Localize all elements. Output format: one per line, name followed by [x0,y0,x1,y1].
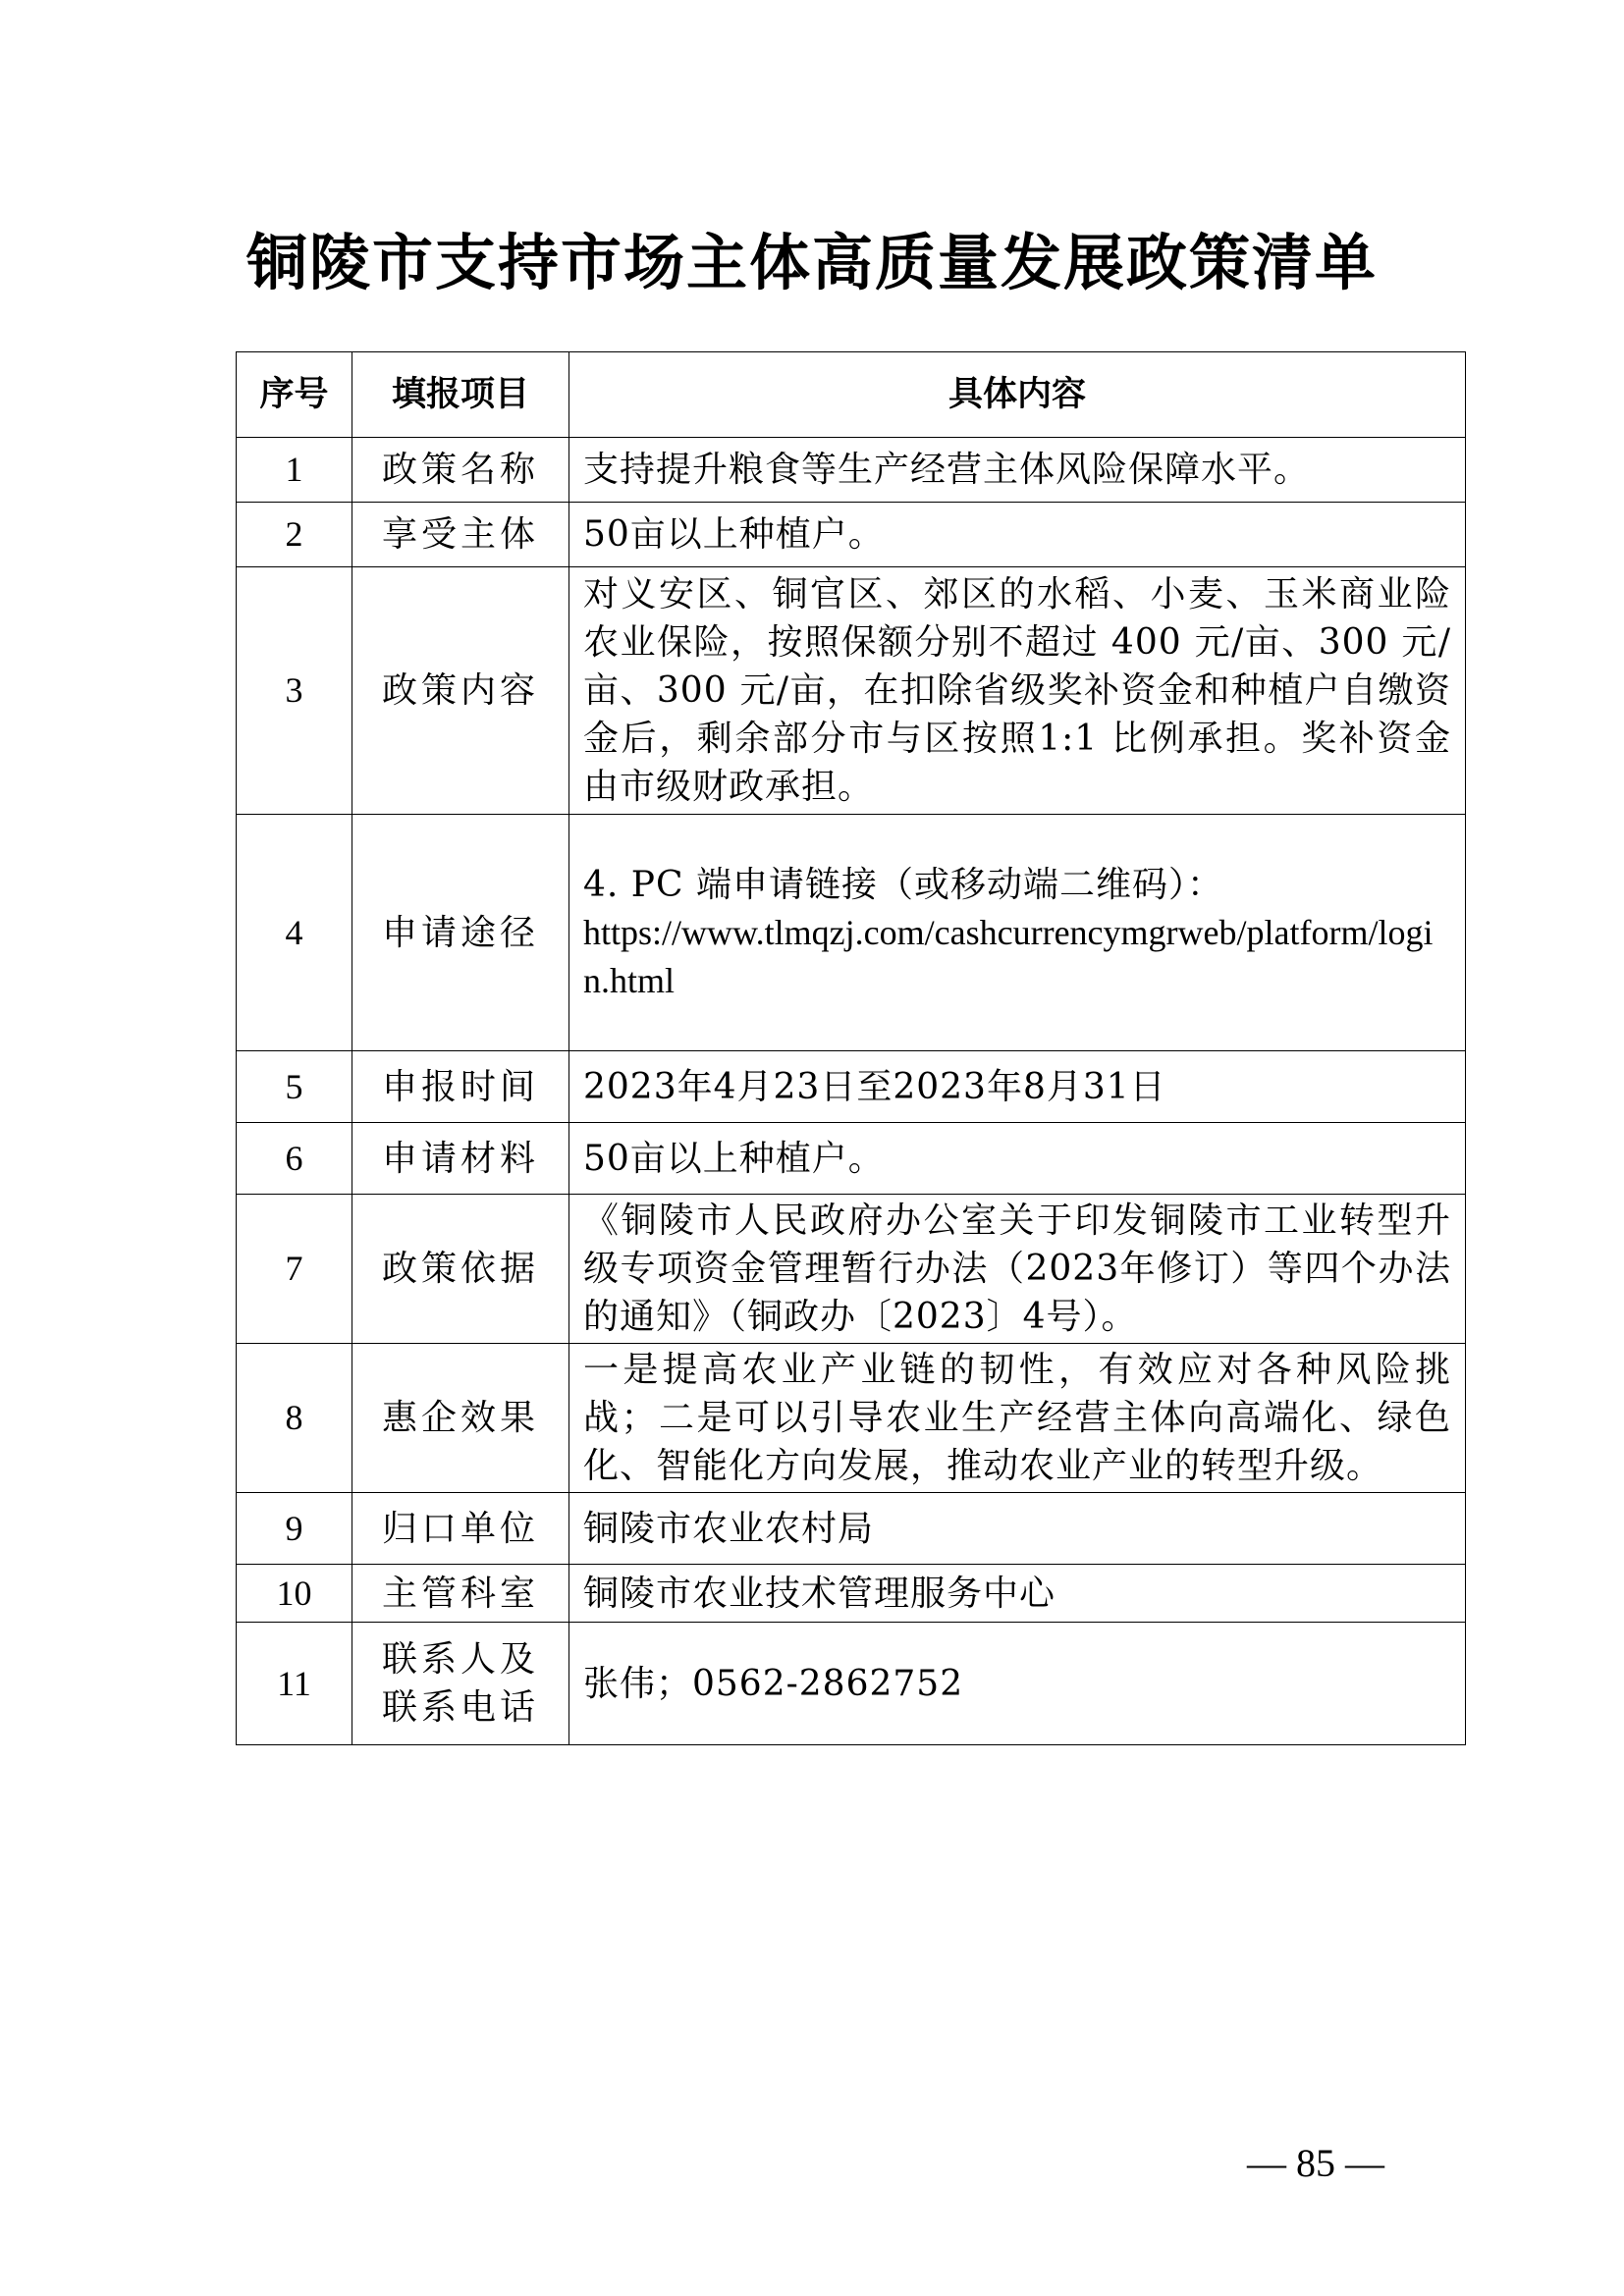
table-row [237,1195,1466,1344]
row-content: 铜陵市农业技术管理服务中心 [569,1565,1466,1623]
table-row [237,438,1466,503]
row-no: 9 [237,1493,352,1565]
row-content: 50亩以上种植户。 [569,1123,1466,1195]
row-item: 主管科室 [352,1565,569,1623]
row-content: 支持提升粮食等生产经营主体风险保障水平。 [569,438,1466,503]
row-item: 申请材料 [352,1123,569,1195]
row-no: 11 [237,1623,352,1745]
page-title: 铜陵市支持市场主体高质量发展政策清单 [245,227,1378,298]
row-content: 《铜陵市人民政府办公室关于印发铜陵市工业转型升级专项资金管理暂行办法（2023年修订）等四个办法的通知》（铜政办〔2023〕4号）。 [569,1195,1466,1344]
page-number: — 85 — [1247,2141,1384,2185]
row-content: 2023年4月23日至2023年8月31日 [569,1051,1466,1123]
row-no: 10 [237,1565,352,1623]
row-no: 4 [237,815,352,1051]
row-content: 张伟；0562-2862752 [569,1623,1466,1745]
table-header-row [237,352,1466,438]
header-item: 填报项目 [352,352,569,438]
header-content: 具体内容 [569,352,1466,438]
table-row [237,1344,1466,1493]
policy-table [236,351,1466,1745]
row-no: 5 [237,1051,352,1123]
row-item: 申报时间 [352,1051,569,1123]
table-row [237,1623,1466,1745]
row-content: 50亩以上种植户。 [569,503,1466,567]
row-no: 2 [237,503,352,567]
row-item: 惠企效果 [352,1344,569,1493]
row-no: 8 [237,1344,352,1493]
row-no: 6 [237,1123,352,1195]
row-item-line2: 联系电话 [381,1687,539,1728]
table-row [237,1565,1466,1623]
row-item: 申请途径 [352,815,569,1051]
row-content: 对义安区、铜官区、郊区的水稻、小麦、玉米商业险农业保险，按照保额分别不超过 400 元/亩、300 元/亩、300 元/亩，在扣除省级奖补资金和种植户自缴资金后，剩余部分市与区按照1:1 比例承担。奖补资金由市级财政承担。 [569,567,1466,815]
row-item: 归口单位 [352,1493,569,1565]
table-row [237,1051,1466,1123]
row-content [569,815,1466,1051]
application-link-label: 4. PC 端申请链接（或移动端二维码）： [583,864,1224,905]
row-no: 1 [237,438,352,503]
row-content: 一是提高农业产业链的韧性，有效应对各种风险挑战；二是可以引导农业生产经营主体向高端化、绿色化、智能化方向发展，推动农业产业的转型升级。 [569,1344,1466,1493]
table-row [237,1493,1466,1565]
row-item: 政策内容 [352,567,569,815]
row-item: 享受主体 [352,503,569,567]
header-no: 序号 [237,352,352,438]
row-item: 政策名称 [352,438,569,503]
row-item [352,1623,569,1745]
table-row [237,503,1466,567]
row-item: 政策依据 [352,1195,569,1344]
table-row [237,567,1466,815]
application-url[interactable]: https://www.tlmqzj.com/cashcurrencymgrweb/platform/login.html [583,912,1434,1000]
row-item-line1: 联系人及 [381,1639,539,1680]
row-no: 7 [237,1195,352,1344]
row-content: 铜陵市农业农村局 [569,1493,1466,1565]
row-no: 3 [237,567,352,815]
table-row [237,1123,1466,1195]
table-row [237,815,1466,1051]
